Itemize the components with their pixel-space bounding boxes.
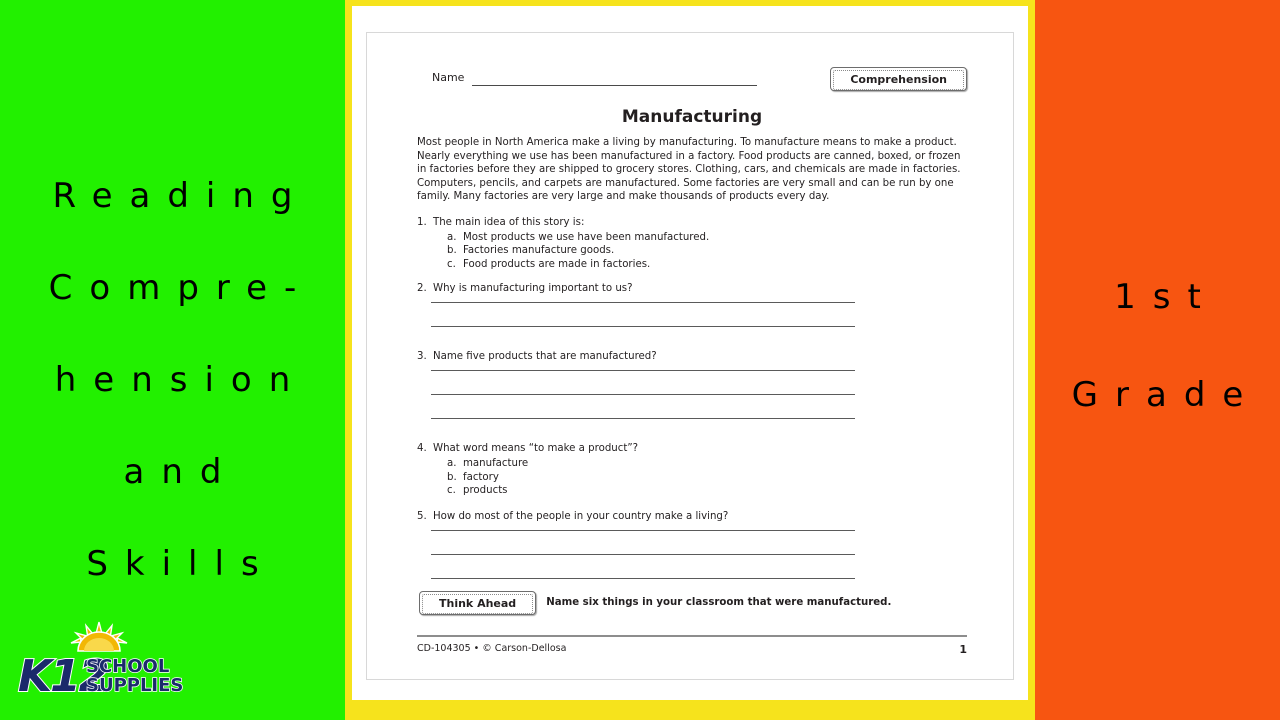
worksheet-content [417,67,967,615]
question-1-text [417,216,967,230]
question-1 [417,216,967,272]
question-4-choice-c[interactable] [417,484,967,498]
question-1-number: 1. [417,216,427,228]
series-title-line-4: and [123,452,239,492]
question-4-choice-a-letter: a. [447,458,457,469]
question-4-choice-a-text: manufacture [463,458,529,469]
reading-passage: Most people in North America make a living by manufacturing. To manufacture means to make a product. Nearly everything we use has been manufactured in a factory. Food products are canned, boxed, or frozen in factories before they are shipped to grocery stores. Clothing, cars, and chemicals are made in factories. Computers, pencils, and carpets are manufactured. Some factories are very small and can be run by one family. Many factories are very large and make thousands of products every day. [417,137,961,202]
series-title-line-1: Reading [52,176,310,216]
question-1-choice-b-text: Factories manufacture goods. [463,245,615,256]
worksheet-page [352,6,1028,700]
question-4-choices [417,457,967,498]
question-3-answer-lines [431,370,967,419]
grade-level-line-2: Grade [1071,375,1261,415]
think-ahead-row [417,591,967,615]
series-title-line-5: Skills [86,544,276,584]
question-4-number: 4. [417,443,427,454]
question-5 [417,510,967,579]
question-4-choice-b-letter: b. [447,471,457,483]
series-title [0,150,345,610]
question-5-text [417,510,967,524]
question-4-choice-b-text: factory [463,471,499,483]
grade-level-title [1035,248,1280,444]
question-1-choice-c-letter: c. [447,258,456,270]
question-5-number: 5. [417,510,427,522]
question-4-choice-b[interactable] [417,471,967,485]
question-1-prompt: The main idea of this story is: [433,216,585,228]
subject-badge-label: Comprehension [833,70,964,90]
question-4-prompt: What word means “to make a product”? [433,443,639,454]
question-1-choice-a[interactable] [417,231,967,245]
question-2-answer-lines [431,302,967,327]
footer-divider [417,635,967,637]
answer-line[interactable] [431,530,855,531]
sunrise-icon [68,620,130,654]
answer-line[interactable] [431,394,855,395]
answer-line[interactable] [431,326,855,327]
footer-page-number: 1 [959,643,967,656]
answer-line[interactable] [431,578,855,579]
question-4 [417,442,967,498]
think-ahead-prompt: Name six things in your classroom that were manufactured. [546,597,892,608]
subject-badge [830,67,967,91]
answer-line[interactable] [431,554,855,555]
answer-line[interactable] [431,302,855,303]
logo-wordmark [18,650,184,708]
logo-k12-text: K12 [18,651,108,702]
question-1-choice-b-letter: b. [447,245,457,256]
think-ahead-badge [419,591,536,615]
footer-row [417,643,967,657]
question-1-choice-b[interactable] [417,244,967,258]
question-3 [417,350,967,419]
left-green-panel [0,0,345,720]
worksheet-footer [417,635,967,657]
think-ahead-badge-label: Think Ahead [422,594,533,614]
question-3-prompt: Name five products that are manufactured? [433,351,657,362]
answer-line[interactable] [431,370,855,371]
question-4-text [417,442,967,456]
k12-school-supplies-logo[interactable] [18,620,184,712]
page-title: Manufacturing [621,107,763,127]
question-4-choice-a[interactable] [417,457,967,471]
grade-level-line-1: 1st [1114,277,1218,317]
question-2-number: 2. [417,283,427,294]
question-1-choice-c[interactable] [417,258,967,272]
question-1-choice-a-letter: a. [447,231,457,243]
question-5-prompt: How do most of the people in your country make a living? [433,510,729,522]
question-2-prompt: Why is manufacturing important to us? [433,283,633,294]
question-1-choice-a-text: Most products we use have been manufactured. [463,231,710,243]
name-input-line[interactable] [472,85,757,86]
footer-copyright: CD-104305 • © Carson-Dellosa [417,643,567,654]
question-5-answer-lines [431,530,967,579]
logo-supplies-text: SUPPLIES [86,675,184,696]
question-2-text [417,282,967,296]
right-orange-panel [1035,0,1280,720]
question-3-number: 3. [417,351,427,362]
series-title-line-2: Compre- [48,268,314,308]
question-2 [417,282,967,327]
question-3-text [417,350,967,364]
answer-line[interactable] [431,418,855,419]
question-1-choice-c-text: Food products are made in factories. [463,258,651,270]
name-label: Name [432,71,465,84]
logo-school-text: SCHOOL [86,656,170,677]
name-row [417,67,967,97]
question-4-choice-c-text: products [463,485,508,496]
worksheet-sheet-border [366,32,1014,680]
question-4-choice-c-letter: c. [447,485,456,496]
series-title-line-3: hension [54,360,308,400]
question-1-choices [417,231,967,272]
